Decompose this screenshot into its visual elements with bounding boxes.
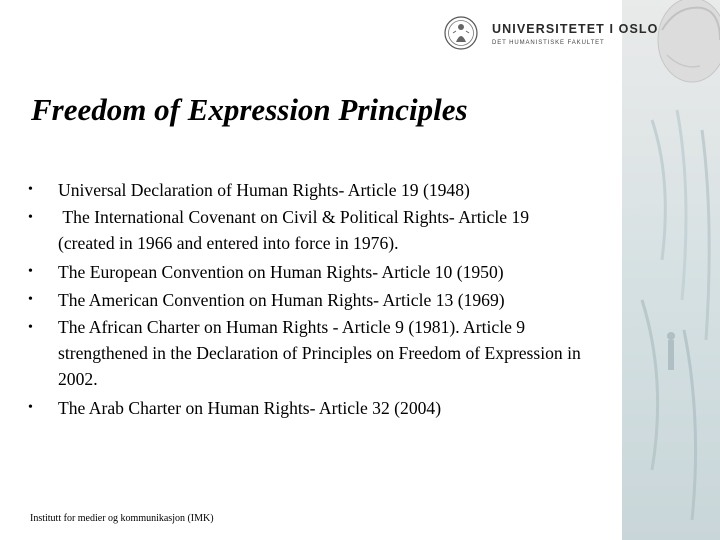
statue-figure-image (622, 0, 720, 540)
faculty-name: DET HUMANISTISKE FAKULTET (492, 40, 605, 46)
bullet-text: Universal Declaration of Human Rights- Article 19 (1948) (58, 180, 470, 200)
bullet-text: The International Covenant on Civil & Political Rights- Article 19 (created in 1966 and entered into force in 1976). (58, 207, 534, 253)
decorative-photo-band (622, 0, 720, 540)
bullet-dot: • (28, 182, 33, 197)
bullet-text: The Arab Charter on Human Rights- Article 32 (2004) (58, 398, 442, 418)
list-item (28, 286, 588, 314)
bullet-text: The European Convention on Human Rights- Article 10 (1950) (58, 262, 504, 282)
university-name: UNIVERSITETET I OSLO (492, 22, 659, 36)
bullet-dot: • (28, 264, 33, 279)
bullet-text: The African Charter on Human Rights - Article 9 (1981). Article 9 strengthened in the Declaration of Principles on Freedom of Expression in 2002. (58, 317, 581, 389)
university-seal-icon (444, 14, 478, 52)
list-item (28, 176, 588, 204)
university-logo (444, 14, 659, 54)
list-item (28, 204, 588, 256)
list-item (28, 394, 588, 422)
bullet-dot: • (28, 292, 33, 307)
bullet-text: The American Convention on Human Rights- Article 13 (1969) (58, 290, 505, 310)
list-item (28, 258, 588, 286)
list-item (28, 314, 588, 392)
footer-text: Institutt for medier og kommunikasjon (IMK) (30, 513, 214, 524)
bullet-dot: • (28, 210, 33, 225)
bullet-dot: • (28, 320, 33, 335)
bullet-dot: • (28, 400, 33, 415)
bullet-list (28, 176, 588, 422)
slide-title: Freedom of Expression Principles (31, 92, 468, 127)
